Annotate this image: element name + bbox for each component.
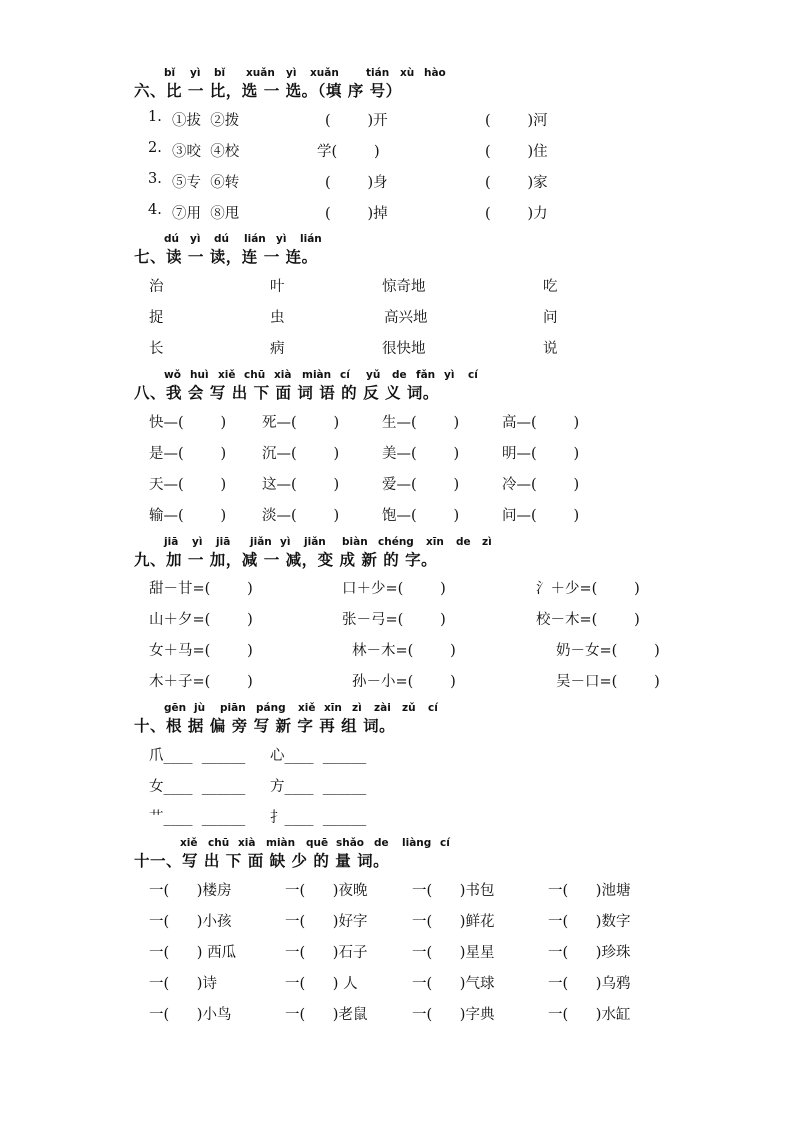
answer-blank[interactable]: 快—( ) — [149, 415, 227, 431]
match-item[interactable]: 虫 — [270, 310, 285, 326]
answer-blank[interactable]: 沉—( ) — [262, 446, 340, 462]
answer-blank[interactable]: 是—( ) — [149, 446, 227, 462]
match-item[interactable]: 叶 — [270, 279, 285, 295]
answer-blank[interactable]: 一( )诗 — [149, 976, 217, 992]
pinyin-liang: liàng — [402, 837, 432, 849]
answer-blank[interactable]: 一( )石子 — [285, 945, 368, 961]
pinyin-xin: xīn — [426, 536, 444, 548]
answer-blank[interactable]: 学( ) — [317, 144, 380, 160]
answer-blank[interactable]: 一( )池塘 — [548, 883, 631, 899]
answer-blank[interactable]: 淡—( ) — [262, 508, 340, 524]
pinyin-hao: hào — [424, 67, 446, 79]
section-8-title: 八、我 会 写 出 下 面 词 语 的 反 义 词。 — [134, 383, 439, 402]
pinyin-de: de — [392, 369, 407, 381]
answer-blank[interactable]: 生—( ) — [382, 415, 460, 431]
answer-blank[interactable]: 孙－小=( ) — [352, 674, 456, 690]
answer-blank[interactable]: 艹____ ______ — [149, 810, 246, 826]
answer-blank[interactable]: 甜－甘=( ) — [149, 581, 253, 597]
pinyin-xia: xià — [238, 837, 256, 849]
pinyin-pang: páng — [256, 702, 286, 714]
answer-blank[interactable]: 氵＋少=( ) — [536, 581, 640, 597]
answer-blank[interactable]: 输—( ) — [149, 508, 227, 524]
answer-blank[interactable]: 一( )夜晚 — [285, 883, 368, 899]
pinyin-chu: chū — [244, 369, 266, 381]
match-item[interactable]: 惊奇地 — [382, 279, 426, 295]
pinyin-yi: yì — [444, 369, 455, 381]
pinyin-lian-1: lián — [244, 233, 266, 245]
answer-blank[interactable]: ( )家 — [485, 175, 548, 191]
pinyin-cheng: chéng — [378, 536, 414, 548]
answer-blank[interactable]: 明—( ) — [502, 446, 580, 462]
answer-blank[interactable]: 爱—( ) — [382, 477, 460, 493]
match-item[interactable]: 病 — [270, 341, 285, 357]
answer-blank[interactable]: 一( )字典 — [412, 1007, 495, 1023]
answer-blank[interactable]: 口＋少=( ) — [342, 581, 446, 597]
pinyin-xie: xiě — [218, 369, 236, 381]
match-item[interactable]: 高兴地 — [384, 310, 428, 326]
answer-blank[interactable]: ( )河 — [485, 113, 548, 129]
pinyin-de: de — [456, 536, 471, 548]
pinyin-fan: fǎn — [416, 369, 436, 381]
answer-blank[interactable]: 一( )乌鸦 — [548, 976, 631, 992]
pinyin-ju: jù — [194, 702, 206, 714]
match-item[interactable]: 治 — [149, 279, 164, 295]
answer-blank[interactable]: 冷—( ) — [502, 477, 580, 493]
answer-blank[interactable]: ( )开 — [325, 113, 388, 129]
answer-blank[interactable]: 一( )气球 — [412, 976, 495, 992]
answer-blank[interactable]: 张－弓=( ) — [342, 612, 446, 628]
pinyin-que: quē — [306, 837, 329, 849]
answer-blank[interactable]: 这—( ) — [262, 477, 340, 493]
answer-blank[interactable]: 木＋子=( ) — [149, 674, 253, 690]
answer-blank[interactable]: 校－木=( ) — [536, 612, 640, 628]
section-7-title: 七、读 一 读，连 一 连。 — [134, 247, 318, 266]
answer-blank[interactable]: 一( )书包 — [412, 883, 495, 899]
pinyin-ci-1: cí — [340, 369, 350, 381]
match-item[interactable]: 吃 — [543, 279, 558, 295]
pinyin-yi-1: yì — [190, 67, 201, 79]
match-item[interactable]: 说 — [543, 341, 558, 357]
pinyin-jia-2: jiā — [216, 536, 231, 548]
answer-blank[interactable]: 一( )好字 — [285, 914, 368, 930]
pinyin-lian-2: lián — [300, 233, 322, 245]
answer-blank[interactable]: ( )掉 — [325, 206, 388, 222]
answer-blank[interactable]: 女____ ______ — [149, 779, 246, 795]
worksheet-page: bǐ yì bǐ xuǎn yì xuǎn tián xù hào 六、比 一 比，选 一 选。（填 序 号） 1. ①拔 ②拨 ( )开 ( )河 2. ③咬 ④校 学( ) ( )住 3. ⑤专 ⑥转 ( )身 ( )家 4. ⑦用 ⑧甩 ( )掉 ( )力 dú yì dú lián yì lián 七、读 一 读，连 一 连。 治 叶 惊奇地 吃 捉 虫 高兴地 问 长 病 很快地 说 wǒ huì xiě chū xià miàn cí yǔ de fǎn yì cí 八、我 会 写 出 下 面 词 语 的 反 义 词。 快—( ) 死—( ) 生—( ) 高—( ) 是—( ) 沉—( ) 美—( ) 明—( ) 天—( ) 这—( ) 爱—( ) 冷—( ) 输—( ) 淡—( ) 饱—( ) 问—( ) jiā yì jiā jiǎn yì jiǎn biàn chéng xīn de zì 九、加 一 加，减 一 减，变 成 新 的 字。 甜－甘=( ) 口＋少=( ) 氵＋少=( ) 山＋夕=( ) 张－弓=( ) 校－木=( ) 女＋马=( ) 林－木=( ) 奶－女=( ) 木＋子=( ) 孙－小=( ) 吴－口=( ) gēn jù piān páng xiě xīn zì zài zǔ cí 十、根 据 偏 旁 写 新 字 再 组 词。 爪____ ______ 心____ ______ 女____ ______ 方____ ______ 艹____ ______ 扌____ ______ xiě chū xià miàn quē shǎo de liàng cí 十一、写 出 下 面 缺 少 的 量 词。 一( )楼房 一( )夜晚 一( )书包 一( )池塘 一( )小孩 一( )好字 一( )鲜花 一( )数字 一( ) 西瓜 一( )石子 一( )星星 一( )珍珠 一( )诗 一( ) 人 一( )气球 一( )乌鸦 一( )小鸟 一( )老鼠 一( )字典 一( )水缸 — [134, 67, 660, 1023]
pinyin-gen: gēn — [164, 702, 187, 714]
answer-blank[interactable]: 一( )星星 — [412, 945, 495, 961]
pinyin-zi: zì — [352, 702, 362, 714]
pinyin-jian-2: jiǎn — [304, 536, 326, 548]
pinyin-xie: xiě — [298, 702, 316, 714]
pinyin-chu: chū — [208, 837, 230, 849]
pinyin-yi-2: yì — [280, 536, 291, 548]
answer-blank[interactable]: 一( )数字 — [548, 914, 631, 930]
answer-blank[interactable]: 一( )老鼠 — [285, 1007, 368, 1023]
answer-blank[interactable]: 吴－口=( ) — [556, 674, 660, 690]
pinyin-yi-1: yì — [192, 536, 203, 548]
answer-blank[interactable]: 一( )小孩 — [149, 914, 232, 930]
answer-blank[interactable]: 一( )小鸟 — [149, 1007, 232, 1023]
pinyin-xuan-1: xuǎn — [246, 67, 275, 79]
pinyin-zu: zǔ — [402, 702, 416, 714]
section-10-title: 十、根 据 偏 旁 写 新 字 再 组 词。 — [134, 716, 396, 735]
pinyin-bi-1: bǐ — [164, 67, 176, 79]
pinyin-bian: biàn — [342, 536, 368, 548]
pinyin-hui: huì — [190, 369, 209, 381]
pinyin-ci-2: cí — [468, 369, 478, 381]
pinyin-tian: tián — [366, 67, 390, 79]
pinyin-yi-2: yì — [286, 67, 297, 79]
pinyin-pian: piān — [220, 702, 246, 714]
pinyin-xie: xiě — [180, 837, 198, 849]
answer-blank[interactable]: 一( )楼房 — [149, 883, 232, 899]
answer-blank[interactable]: 林－木=( ) — [352, 643, 456, 659]
answer-blank[interactable]: 女＋马=( ) — [149, 643, 253, 659]
pinyin-xia: xià — [274, 369, 292, 381]
match-item[interactable]: 长 — [149, 341, 164, 357]
pinyin-de: de — [374, 837, 389, 849]
pinyin-zai: zài — [374, 702, 391, 714]
pinyin-yi-1: yì — [190, 233, 201, 245]
pinyin-jian-1: jiǎn — [250, 536, 272, 548]
pinyin-du-2: dú — [214, 233, 229, 245]
pinyin-mian: miàn — [302, 369, 332, 381]
answer-blank[interactable]: 一( )珍珠 — [548, 945, 631, 961]
match-item[interactable]: 很快地 — [382, 341, 426, 357]
pinyin-xin: xīn — [324, 702, 342, 714]
pinyin-ci: cí — [440, 837, 450, 849]
answer-blank[interactable]: 方____ ______ — [270, 779, 367, 795]
answer-blank[interactable]: ( )力 — [485, 206, 548, 222]
pinyin-shao: shǎo — [336, 837, 365, 849]
answer-blank[interactable]: 问—( ) — [502, 508, 580, 524]
answer-blank[interactable]: 一( ) 西瓜 — [149, 945, 237, 961]
section-11-title: 十一、写 出 下 面 缺 少 的 量 词。 — [134, 851, 390, 870]
pinyin-jia-1: jiā — [164, 536, 179, 548]
answer-blank[interactable]: 爪____ ______ — [149, 748, 246, 764]
pinyin-bi-2: bǐ — [214, 67, 226, 79]
answer-blank[interactable]: 扌____ ______ — [270, 810, 367, 826]
match-item[interactable]: 问 — [543, 310, 558, 326]
answer-blank[interactable]: 死—( ) — [262, 415, 340, 431]
pinyin-du-1: dú — [164, 233, 179, 245]
pinyin-yi-2: yì — [276, 233, 287, 245]
pinyin-ci: cí — [428, 702, 438, 714]
pinyin-xuan-2: xuǎn — [310, 67, 339, 79]
pinyin-wo: wǒ — [164, 369, 181, 381]
answer-blank[interactable]: 一( )鲜花 — [412, 914, 495, 930]
section-6-title: 六、比 一 比，选 一 选。（填 序 号） — [134, 81, 402, 100]
answer-blank[interactable]: 饱—( ) — [382, 508, 460, 524]
pinyin-xu: xù — [400, 67, 415, 79]
answer-blank[interactable]: 天—( ) — [149, 477, 227, 493]
answer-blank[interactable]: 奶－女=( ) — [556, 643, 660, 659]
section-9-title: 九、加 一 加，减 一 减，变 成 新 的 字。 — [134, 550, 438, 569]
answer-blank[interactable]: 一( ) 人 — [285, 976, 358, 992]
pinyin-yu: yǔ — [366, 369, 381, 381]
match-item[interactable]: 捉 — [149, 310, 164, 326]
pinyin-zi: zì — [482, 536, 492, 548]
pinyin-mian: miàn — [266, 837, 296, 849]
answer-blank[interactable]: ( )住 — [485, 144, 548, 160]
answer-blank[interactable]: 心____ ______ — [270, 748, 367, 764]
answer-blank[interactable]: 高—( ) — [502, 415, 580, 431]
answer-blank[interactable]: ( )身 — [325, 175, 388, 191]
answer-blank[interactable]: 山＋夕=( ) — [149, 612, 253, 628]
answer-blank[interactable]: 美—( ) — [382, 446, 460, 462]
answer-blank[interactable]: 一( )水缸 — [548, 1007, 631, 1023]
